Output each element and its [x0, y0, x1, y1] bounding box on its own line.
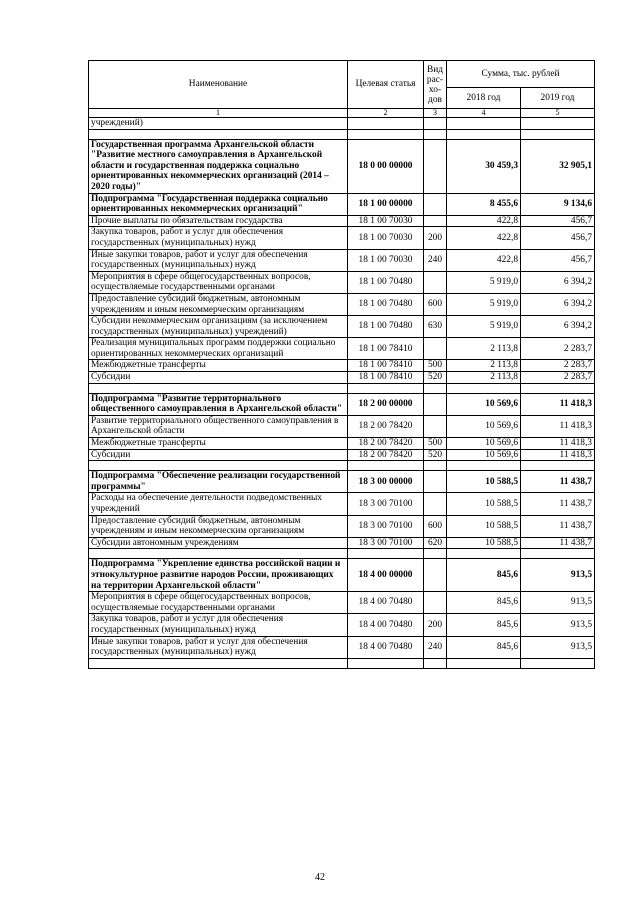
- row-amount-2019: 913,5: [521, 636, 595, 658]
- spacer-cell: [89, 383, 348, 393]
- program-row: [89, 139, 595, 193]
- spacer-cell: [447, 461, 521, 471]
- header-sum: Сумма, тыс. рублей: [447, 61, 595, 88]
- table-body: [89, 118, 595, 669]
- header-year-2019: 2019 год: [521, 88, 595, 109]
- row-expense-kind: 240: [424, 249, 447, 271]
- table-row: [89, 592, 595, 614]
- row-amount-2018: 422,8: [447, 215, 521, 227]
- row-target-code: 18 2 00 78420: [348, 438, 424, 450]
- row-name: Предоставление субсидий бюджетным, автономным учреждениям и иным некоммерческим организациям: [89, 293, 348, 315]
- row-expense-kind: 500: [424, 438, 447, 450]
- row-target-code: 18 1 00 78410: [348, 372, 424, 384]
- header-kind: [424, 61, 447, 109]
- row-amount-2018: 5 919,0: [447, 271, 521, 293]
- row-amount-2019: 913,5: [521, 559, 595, 592]
- row-name: Прочие выплаты по обязательствам государства: [89, 215, 348, 227]
- row-expense-kind: 500: [424, 360, 447, 372]
- table-row: [89, 316, 595, 338]
- row-amount-2018: 10 569,6: [447, 393, 521, 415]
- spacer-cell: [348, 461, 424, 471]
- table-row: [89, 614, 595, 636]
- row-amount-2018: 10 588,5: [447, 471, 521, 493]
- row-expense-kind: [424, 193, 447, 215]
- spacer-cell: [521, 383, 595, 393]
- row-amount-2019: 11 438,7: [521, 537, 595, 549]
- row-amount-2019: 2 283,7: [521, 360, 595, 372]
- row-amount-2018: 845,6: [447, 559, 521, 592]
- spacer-row: [89, 658, 595, 668]
- row-amount-2018: 2 113,8: [447, 338, 521, 360]
- row-name: Субсидии некоммерческим организациям (за исключением государственных (муниципальных) учреждений): [89, 316, 348, 338]
- table-row: [89, 215, 595, 227]
- spacer-cell: [447, 129, 521, 139]
- row-amount-2019: 6 394,2: [521, 316, 595, 338]
- spacer-cell: [447, 658, 521, 668]
- program-row: [89, 193, 595, 215]
- row-amount-2018: 10 569,6: [447, 438, 521, 450]
- table-row: [89, 438, 595, 450]
- row-expense-kind: [424, 559, 447, 592]
- row-expense-kind: [424, 215, 447, 227]
- row-target-code: 18 3 00 00000: [348, 471, 424, 493]
- row-name: Мероприятия в сфере общегосударственных вопросов, осуществляемые государственными органами: [89, 592, 348, 614]
- row-name: Реализация муниципальных программ поддержки социально ориентированных некоммерческих организаций: [89, 338, 348, 360]
- row-expense-kind: 200: [424, 614, 447, 636]
- header-kind-line: рас-: [426, 74, 444, 85]
- row-name: Мероприятия в сфере общегосударственных вопросов, осуществляемые государственными органами: [89, 271, 348, 293]
- row-amount-2019: 11 438,7: [521, 515, 595, 537]
- row-amount-2018: 5 919,0: [447, 316, 521, 338]
- spacer-cell: [348, 129, 424, 139]
- spacer-cell: [521, 129, 595, 139]
- row-target-code: [348, 118, 424, 130]
- row-name: Субсидии: [89, 372, 348, 384]
- row-amount-2019: 913,5: [521, 614, 595, 636]
- row-name: Иные закупки товаров, работ и услуг для обеспечения государственных (муниципальных) нужд: [89, 249, 348, 271]
- spacer-cell: [348, 658, 424, 668]
- row-amount-2018: 2 113,8: [447, 372, 521, 384]
- row-target-code: 18 1 00 00000: [348, 193, 424, 215]
- row-amount-2019: 11 418,3: [521, 393, 595, 415]
- row-target-code: 18 1 00 78410: [348, 338, 424, 360]
- row-target-code: 18 2 00 78420: [348, 415, 424, 437]
- row-name: Подпрограмма "Обеспечение реализации государственной программы": [89, 471, 348, 493]
- row-name: Предоставление субсидий бюджетным, автономным учреждениям и иным некоммерческим организациям: [89, 515, 348, 537]
- row-amount-2019: 32 905,1: [521, 139, 595, 193]
- row-expense-kind: [424, 338, 447, 360]
- row-amount-2019: 11 418,3: [521, 449, 595, 461]
- row-amount-2018: 10 569,6: [447, 449, 521, 461]
- row-target-code: 18 4 00 70480: [348, 614, 424, 636]
- header-year-2018: 2018 год: [447, 88, 521, 109]
- row-amount-2019: 456,7: [521, 215, 595, 227]
- row-amount-2018: 845,6: [447, 614, 521, 636]
- row-name: Субсидии автономным учреждениям: [89, 537, 348, 549]
- spacer-cell: [424, 383, 447, 393]
- row-expense-kind: [424, 415, 447, 437]
- header-name: Наименование: [89, 61, 348, 109]
- row-expense-kind: [424, 139, 447, 193]
- row-amount-2018: 30 459,3: [447, 139, 521, 193]
- row-target-code: 18 1 00 70030: [348, 227, 424, 249]
- spacer-cell: [424, 461, 447, 471]
- row-amount-2018: 2 113,8: [447, 360, 521, 372]
- row-target-code: 18 3 00 70100: [348, 515, 424, 537]
- spacer-cell: [424, 129, 447, 139]
- row-target-code: 18 2 00 78420: [348, 449, 424, 461]
- spacer-cell: [521, 549, 595, 559]
- table-row: [89, 249, 595, 271]
- header-kind-line: дов: [428, 94, 442, 105]
- row-expense-kind: [424, 118, 447, 130]
- spacer-cell: [424, 549, 447, 559]
- row-amount-2018: 422,8: [447, 249, 521, 271]
- row-amount-2019: 2 283,7: [521, 338, 595, 360]
- row-expense-kind: 520: [424, 372, 447, 384]
- row-expense-kind: 240: [424, 636, 447, 658]
- header-col-number: 3: [424, 109, 447, 118]
- row-name: Иные закупки товаров, работ и услуг для обеспечения государственных (муниципальных) нужд: [89, 636, 348, 658]
- table-row: [89, 360, 595, 372]
- header-col-number: 4: [447, 109, 521, 118]
- header-kind-line: Вид: [426, 64, 444, 75]
- program-row: [89, 559, 595, 592]
- row-name: Закупка товаров, работ и услуг для обеспечения государственных (муниципальных) нужд: [89, 614, 348, 636]
- row-target-code: 18 1 00 70480: [348, 316, 424, 338]
- row-amount-2018: [447, 118, 521, 130]
- spacer-cell: [348, 383, 424, 393]
- spacer-row: [89, 549, 595, 559]
- row-name: Подпрограмма "Укрепление единства российской нации и этнокультурное развитие народов России, проживающих на территории Архангельской области": [89, 559, 348, 592]
- row-expense-kind: 520: [424, 449, 447, 461]
- spacer-row: [89, 383, 595, 393]
- row-amount-2019: 11 418,3: [521, 415, 595, 437]
- header-col-number: 1: [89, 109, 348, 118]
- row-expense-kind: [424, 393, 447, 415]
- budget-document: [88, 60, 594, 669]
- row-expense-kind: [424, 592, 447, 614]
- row-expense-kind: 600: [424, 293, 447, 315]
- header-row: [89, 61, 595, 88]
- spacer-cell: [348, 549, 424, 559]
- row-name: Подпрограмма "Государственная поддержка социально ориентированных некоммерческих организаций": [89, 193, 348, 215]
- spacer-cell: [521, 658, 595, 668]
- spacer-cell: [89, 658, 348, 668]
- table-row: [89, 271, 595, 293]
- row-name: Расходы на обеспечение деятельности подведомственных учреждений: [89, 493, 348, 515]
- table-row: [89, 227, 595, 249]
- row-amount-2018: 845,6: [447, 592, 521, 614]
- row-target-code: 18 0 00 00000: [348, 139, 424, 193]
- row-expense-kind: 600: [424, 515, 447, 537]
- row-target-code: 18 1 00 70480: [348, 271, 424, 293]
- table-row: [89, 372, 595, 384]
- row-amount-2019: 11 418,3: [521, 438, 595, 450]
- row-target-code: 18 2 00 00000: [348, 393, 424, 415]
- page-number: 42: [315, 872, 325, 883]
- table-row: [89, 293, 595, 315]
- row-name: Закупка товаров, работ и услуг для обеспечения государственных (муниципальных) нужд: [89, 227, 348, 249]
- row-target-code: 18 4 00 70480: [348, 592, 424, 614]
- row-amount-2018: 422,8: [447, 227, 521, 249]
- program-row: [89, 471, 595, 493]
- spacer-row: [89, 461, 595, 471]
- spacer-cell: [89, 129, 348, 139]
- row-name: учреждений): [89, 118, 348, 130]
- spacer-cell: [424, 658, 447, 668]
- table-row: [89, 493, 595, 515]
- row-target-code: 18 1 00 78410: [348, 360, 424, 372]
- row-amount-2018: 8 455,6: [447, 193, 521, 215]
- row-amount-2019: 456,7: [521, 227, 595, 249]
- row-amount-2019: 913,5: [521, 592, 595, 614]
- table-row: [89, 118, 595, 130]
- row-amount-2019: 456,7: [521, 249, 595, 271]
- row-amount-2019: 6 394,2: [521, 293, 595, 315]
- row-target-code: 18 1 00 70030: [348, 249, 424, 271]
- row-amount-2018: 10 588,5: [447, 537, 521, 549]
- row-expense-kind: 620: [424, 537, 447, 549]
- header-kind-line: хо-: [428, 84, 442, 95]
- row-amount-2019: 2 283,7: [521, 372, 595, 384]
- row-expense-kind: 630: [424, 316, 447, 338]
- table-row: [89, 537, 595, 549]
- budget-table: [88, 60, 595, 669]
- row-expense-kind: [424, 471, 447, 493]
- row-amount-2018: 845,6: [447, 636, 521, 658]
- row-target-code: 18 1 00 70030: [348, 215, 424, 227]
- header-numbers-row: [89, 109, 595, 118]
- row-expense-kind: [424, 493, 447, 515]
- row-expense-kind: 200: [424, 227, 447, 249]
- spacer-row: [89, 129, 595, 139]
- row-name: Субсидии: [89, 449, 348, 461]
- row-amount-2018: 5 919,0: [447, 293, 521, 315]
- table-row: [89, 415, 595, 437]
- spacer-cell: [447, 383, 521, 393]
- row-amount-2019: [521, 118, 595, 130]
- table-row: [89, 515, 595, 537]
- row-name: Подпрограмма "Развитие территориального общественного самоуправления в Архангельской области": [89, 393, 348, 415]
- row-amount-2018: 10 588,5: [447, 515, 521, 537]
- row-amount-2019: 6 394,2: [521, 271, 595, 293]
- row-target-code: 18 3 00 70100: [348, 537, 424, 549]
- header-col-number: 2: [348, 109, 424, 118]
- spacer-cell: [447, 549, 521, 559]
- row-amount-2019: 9 134,6: [521, 193, 595, 215]
- spacer-cell: [89, 461, 348, 471]
- table-row: [89, 449, 595, 461]
- row-name: Межбюджетные трансферты: [89, 360, 348, 372]
- row-name: Межбюджетные трансферты: [89, 438, 348, 450]
- row-target-code: 18 4 00 70480: [348, 636, 424, 658]
- table-row: [89, 338, 595, 360]
- row-amount-2018: 10 569,6: [447, 415, 521, 437]
- row-expense-kind: [424, 271, 447, 293]
- spacer-cell: [521, 461, 595, 471]
- header-col-number: 5: [521, 109, 595, 118]
- program-row: [89, 393, 595, 415]
- row-target-code: 18 1 00 70480: [348, 293, 424, 315]
- row-target-code: 18 4 00 00000: [348, 559, 424, 592]
- row-amount-2019: 11 438,7: [521, 471, 595, 493]
- spacer-cell: [89, 549, 348, 559]
- row-name: Государственная программа Архангельской области "Развитие местного самоуправления в Архангельской области и государственная поддержка социально ориентированных некоммерческих организаций (2014 – 2020 годы)": [89, 139, 348, 193]
- header-target: Целевая статья: [348, 61, 424, 109]
- table-row: [89, 636, 595, 658]
- row-amount-2019: 11 438,7: [521, 493, 595, 515]
- row-target-code: 18 3 00 70100: [348, 493, 424, 515]
- row-amount-2018: 10 588,5: [447, 493, 521, 515]
- row-name: Развитие территориального общественного самоуправления в Архангельской области: [89, 415, 348, 437]
